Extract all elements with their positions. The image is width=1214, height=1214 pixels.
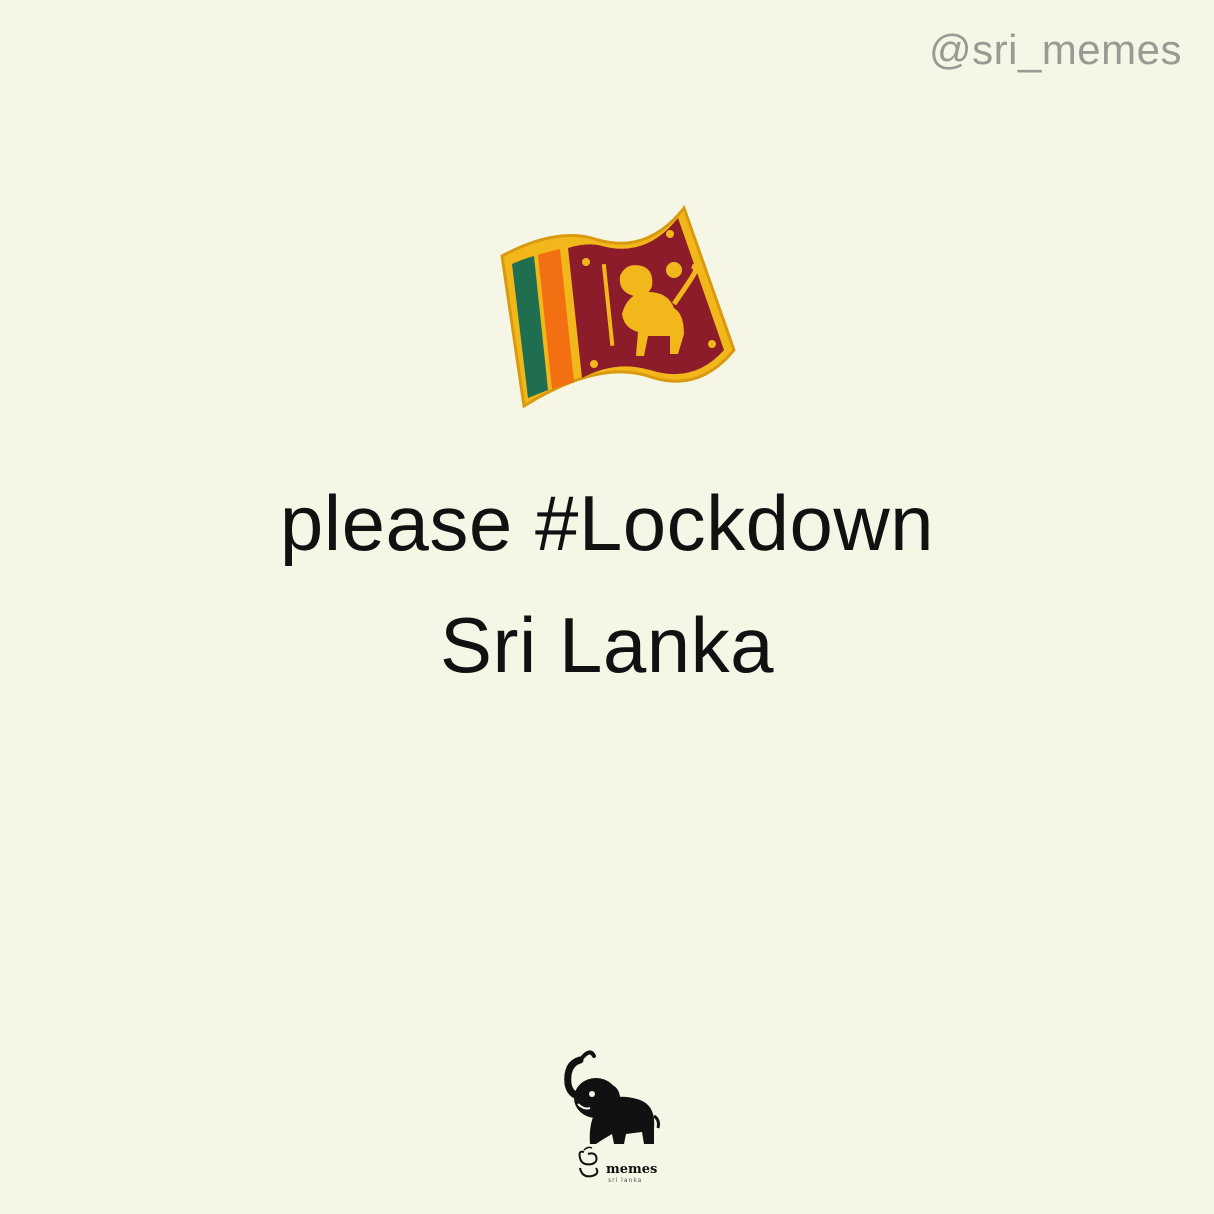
sri-lanka-flag-icon	[498, 204, 738, 408]
logo-subtext: sri lanka	[608, 1177, 643, 1184]
watermark-handle: @sri_memes	[928, 26, 1182, 73]
message-block	[0, 462, 1214, 706]
logo-text: memes	[606, 1162, 658, 1177]
message-line-1: please #Lockdown	[279, 479, 935, 567]
message-line-2: Sri Lanka	[439, 601, 775, 689]
